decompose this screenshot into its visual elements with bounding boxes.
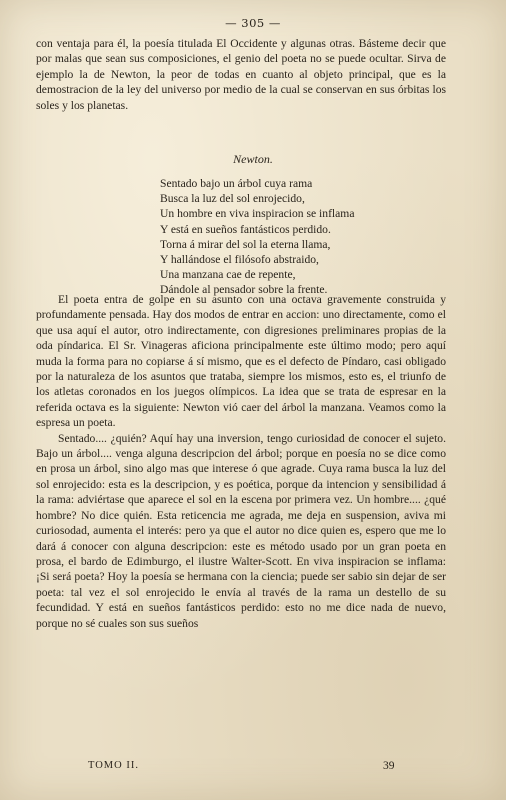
page-number: — 305 —	[225, 16, 281, 30]
poem-verse: Busca la luz del sol enrojecido,	[160, 192, 305, 206]
poem-stanza	[160, 176, 400, 298]
poem-verse: Sentado bajo un árbol cuya rama	[160, 177, 313, 190]
top-paragraph: con ventaja para él, la poesía titulada El Occidente y algunas otras. Básteme decir que por malas que sean sus composiciones, el genio del poeta no se puede ocultar. Sirva de ejemplo la de Newton, la peor de todas en cuanto al objeto principal, que es la demostracion de la ley del universo por medio de la cual se conservan en sus órbitas los soles y los planetas.	[36, 37, 446, 112]
commentary-paragraph-2: Sentado.... ¿quién? Aquí hay una inversion, tengo curiosidad de conocer el sujeto. Bajo un árbol.... venga alguna descripcion del árbol; porque en poesía no se dice como en prosa un árbol, sino algo mas que interese ó que agrade. Cuya rama busca la luz del sol enrojecido: esta es la descripcion, y es poética, porque da intencion y sensibilidad á la rama: adviértase que aparece el sol en la escena por primera vez. Un hombre.... ¿qué hombre? No dice quién. Esta reticencia me agrada, me deja en suspension, aviva mi curiosodad, aumenta el interés: pero ya que el autor no dice quien es, espero que me lo dará á conocer con alguna descripcion: este es método usado por un gran poeta en prosa, el bardo de Edimburgo, el ilustre Walter-Scott. En viva inspiracion se inflama: ¡Si será poeta? Hoy la poesía se hermana con la ciencia; puede ser sabio sin dejar de ser poeta: tal vez el sol enrojecido le envía al través de la rama un destello de su fecundidad. Y está en sueños fantásticos perdido: esto no me dice nada de nuevo, porque no sé cuales son sus sueños	[36, 431, 446, 630]
volume-label: TOMO II.	[88, 760, 139, 771]
poem-title: Newton.	[233, 152, 273, 166]
poem-verse: Una manzana cae de repente,	[160, 268, 296, 282]
poem-verse: Un hombre en viva inspiracion se inflama	[160, 207, 355, 221]
commentary-paragraph-1: El poeta entra de golpe en su asunto con una octava gravemente construida y profundamente pensada. Hay dos modos de entrar en accion: uno directamente, como el que usa aquí el autor, otro indirectamente, con digresiones preliminares propias de la oda píndarica. El Sr. Vinageras aficiona principalmente este último modo; pero aquí muda la forma para no copiarse á sí mismo, que es el defecto de Píndaro, casi obligado por la naturaleza de los asuntos que trataba, siempre los mismos, esto es, el triunfo de los atletas coronados en los juegos olímpicos. La idea que se trata de espresar en la referida octava es la siguiente: Newton vió caer del árbol la manzana. Veamos como la espresa un poeta.	[36, 293, 446, 430]
signature-mark: 39	[383, 760, 395, 772]
top-paragraph-block	[36, 36, 446, 113]
poem-verse: Y está en sueños fantásticos perdido.	[160, 222, 331, 236]
poem-verse: Y hallándose el filósofo abstraido,	[160, 253, 319, 267]
poem-verse: Torna á mirar del sol la eterna llama,	[160, 237, 331, 251]
main-text-block	[36, 292, 446, 631]
poem-verse: Dándole al pensador sobre la frente.	[160, 283, 328, 297]
